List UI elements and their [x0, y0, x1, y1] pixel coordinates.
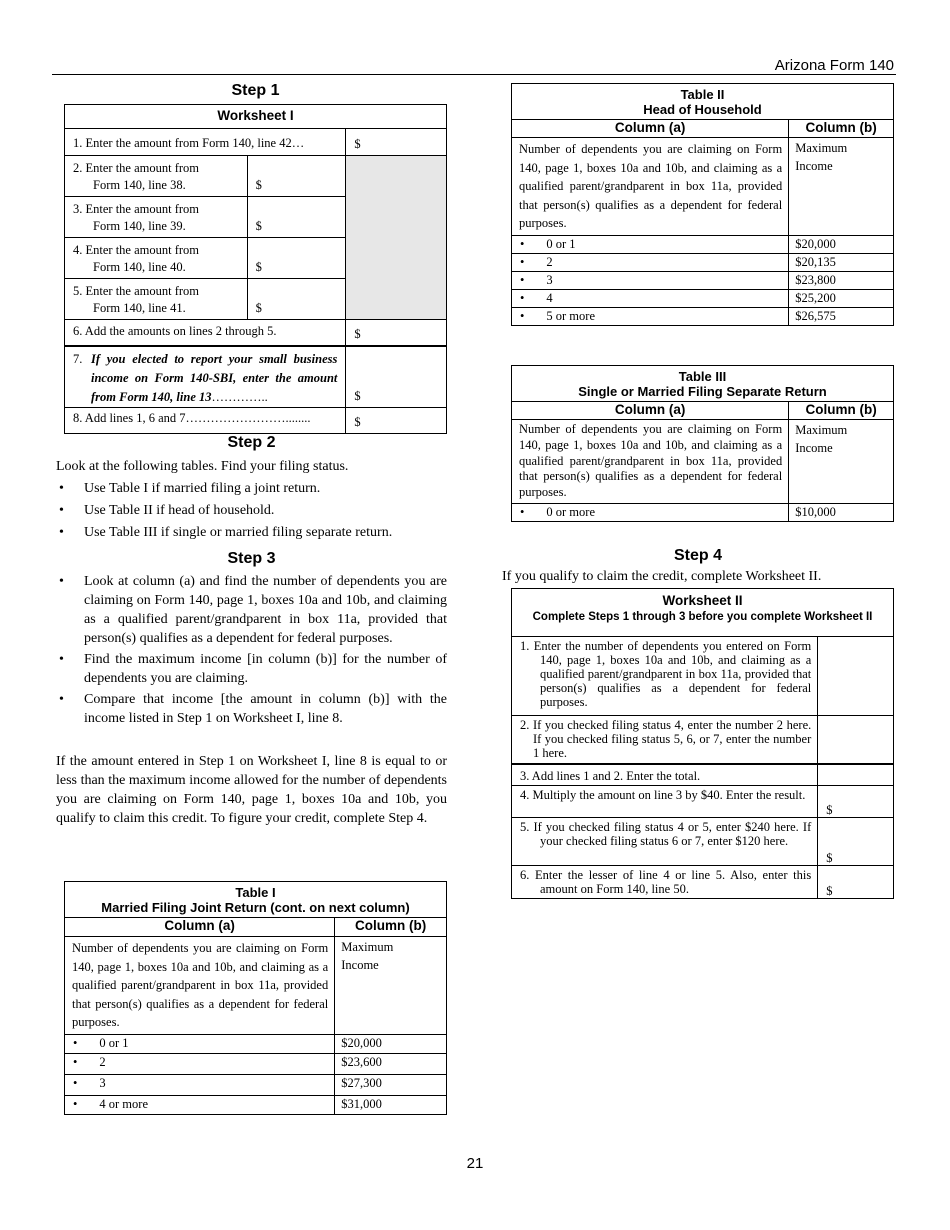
dependents-cell: • 4 or more — [65, 1095, 335, 1114]
worksheet-2-line-5 — [512, 817, 894, 865]
table-2-title: Table II — [680, 87, 725, 102]
worksheet-2-header — [512, 589, 894, 637]
income-cell: $25,200 — [789, 289, 894, 307]
ws2-line-1-amount-field[interactable] — [818, 637, 894, 716]
step3-bullet: • Look at column (a) and find the number of dependents you are claiming on Form 140, page 1, boxes 10a and 10b, and claiming as a qualified parent/grandparent in box 11a, provided that person(s) qualifies as a dependent for federal purposes. — [56, 572, 447, 648]
worksheet-2 — [511, 588, 894, 899]
worksheet-2-line-1 — [512, 637, 894, 716]
dependents-cell: • 2 — [65, 1053, 335, 1074]
step4-intro: If you qualify to claim the credit, complete Worksheet II. — [502, 569, 822, 584]
header-rule — [52, 74, 896, 75]
worksheet-2-subtitle: Complete Steps 1 through 3 before you complete Worksheet II — [532, 611, 873, 623]
ws2-line-2-amount-field[interactable] — [818, 716, 894, 764]
table-1-title-cell — [65, 882, 447, 918]
dollar-sign: $ — [255, 260, 262, 274]
table-3-subtitle: Single or Married Filing Separate Return — [578, 384, 827, 399]
dependents-cell: • 2 — [512, 253, 789, 271]
step2-bullet: • Use Table I if married filing a joint return. — [56, 479, 447, 498]
step3-heading: Step 3 — [227, 550, 276, 567]
worksheet-1-line-7 — [65, 346, 447, 408]
line-4-label: 4. Enter the amount from Form 140, line 40. — [65, 238, 248, 279]
column-b-description: Maximum Income — [789, 138, 894, 236]
column-a-header: Column (a) — [512, 402, 789, 420]
dollar-sign: $ — [255, 219, 262, 233]
dependents-cell: • 3 — [512, 271, 789, 289]
step3-bullet: • Compare that income [the amount in column (b)] with the income listed in Step 1 on Worksheet I, line 8. — [56, 690, 447, 728]
shaded-area — [346, 156, 447, 320]
table-row — [512, 253, 894, 271]
dependents-cell: • 4 — [512, 289, 789, 307]
step3-bullet: • Find the maximum income [in column (b)] for the number of dependents you are claiming. — [56, 650, 447, 688]
line-7-label: 7. If you elected to report your small business income on Form 140-SBI, enter the amount from Form 140, line 13………….. — [65, 346, 346, 408]
dollar-sign: $ — [826, 850, 833, 865]
line-7-amount-field[interactable] — [346, 346, 447, 408]
worksheet-1-title: Worksheet I — [65, 105, 447, 129]
ws2-line-5-label: 5. If you checked filing status 4 or 5, enter $240 here. If your checked filing status 6 or 7, enter $120 here. — [512, 817, 818, 865]
table-row — [512, 271, 894, 289]
form-title: Arizona Form 140 — [774, 57, 894, 74]
worksheet-2-title: Worksheet II — [662, 593, 743, 608]
income-cell: $31,000 — [335, 1095, 447, 1114]
ws2-line-5-amount-field[interactable] — [818, 817, 894, 865]
worksheet-1-line-6 — [65, 320, 447, 347]
line-2-label: 2. Enter the amount from Form 140, line 38. — [65, 156, 248, 197]
ws2-line-4-label: 4. Multiply the amount on line 3 by $40. Enter the result. — [512, 785, 818, 817]
dependents-cell: • 0 or 1 — [65, 1034, 335, 1053]
table-row — [65, 1095, 447, 1114]
dependents-cell: • 0 or more — [512, 503, 789, 521]
ws2-line-2-label: 2. If you checked filing status 4, enter the number 2 here. If you checked filing status 5, 6, or 7, enter the number 1 here. — [512, 716, 818, 764]
ws2-line-6-amount-field[interactable] — [818, 865, 894, 898]
dollar-sign: $ — [354, 327, 361, 341]
income-cell: $26,575 — [789, 307, 894, 325]
step2-bullet: • Use Table II if head of household. — [56, 501, 447, 520]
dependents-cell: • 3 — [65, 1074, 335, 1095]
dollar-sign: $ — [826, 802, 833, 817]
step2-heading: Step 2 — [227, 434, 276, 451]
worksheet-1 — [64, 104, 447, 434]
column-a-description: Number of dependents you are claiming on Form 140, page 1, boxes 10a and 10b, and claiming as a qualified parent/grandparent in box 11a, provided that person(s) qualifies as a dependent for federal purposes. — [512, 138, 789, 236]
line-2-amount-field[interactable] — [247, 156, 346, 197]
table-1-title: Table I — [235, 885, 276, 900]
dependents-cell: • 5 or more — [512, 307, 789, 325]
column-a-description: Number of dependents you are claiming on Form 140, page 1, boxes 10a and 10b, and claiming as a qualified parent/grandparent in box 11a, provided that person(s) qualifies as a dependent for federal purposes. — [512, 420, 789, 504]
table-row — [65, 1053, 447, 1074]
ws2-line-1-label: 1. Enter the number of dependents you entered on Form 140, page 1, boxes 10a and 10b, and claiming as a qualified parent/grandparent in box 11a, provided that person(s) qualifies as a dependent for federal purposes. — [512, 637, 818, 716]
page-number: 21 — [466, 1155, 484, 1172]
table-2-subtitle: Head of Household — [643, 102, 762, 117]
column-a-header: Column (a) — [65, 918, 335, 937]
ws2-line-6-label: 6. Enter the lesser of line 4 or line 5. Also, enter this amount on Form 140, line 50. — [512, 865, 818, 898]
line-3-amount-field[interactable] — [247, 197, 346, 238]
column-b-description: Maximum Income — [335, 937, 447, 1035]
dollar-sign: $ — [354, 389, 361, 403]
worksheet-2-line-6 — [512, 865, 894, 898]
table-row — [512, 503, 894, 521]
worksheet-2-line-2 — [512, 716, 894, 764]
worksheet-1-line-2 — [65, 156, 447, 197]
table-1 — [64, 881, 447, 1115]
line-4-amount-field[interactable] — [247, 238, 346, 279]
dollar-sign: $ — [255, 301, 262, 315]
dollar-sign: $ — [354, 415, 361, 429]
income-cell: $10,000 — [789, 503, 894, 521]
line-8-amount-field[interactable] — [346, 408, 447, 434]
step4-heading: Step 4 — [673, 547, 722, 564]
step3-bullet-list — [56, 572, 447, 728]
table-2-title-cell — [512, 84, 894, 120]
line-6-label: 6. Add the amounts on lines 2 through 5. — [65, 320, 346, 347]
dollar-sign: $ — [826, 883, 833, 898]
ws2-line-3-label: 3. Add lines 1 and 2. Enter the total. — [512, 764, 818, 786]
line-5-label: 5. Enter the amount from Form 140, line 41. — [65, 279, 248, 320]
column-a-header: Column (a) — [512, 120, 789, 138]
column-a-description: Number of dependents you are claiming on Form 140, page 1, boxes 10a and 10b, and claiming as a qualified parent/grandparent in box 11a, provided that person(s) qualifies as a dependent for federal purposes. — [65, 937, 335, 1035]
column-b-description: Maximum Income — [789, 420, 894, 504]
table-row — [512, 235, 894, 253]
worksheet-1-line-8 — [65, 408, 447, 434]
step3-paragraph: If the amount entered in Step 1 on Worksheet I, line 8 is equal to or less than the maximum income allowed for the number of dependents you are claiming on Form 140, page 1, boxes 10a and 10b, you qualify to claim this credit. To figure your credit, complete Step 4. — [56, 754, 447, 826]
column-b-header: Column (b) — [335, 918, 447, 937]
column-b-header: Column (b) — [789, 402, 894, 420]
income-cell: $20,000 — [335, 1034, 447, 1053]
worksheet-2-line-4 — [512, 785, 894, 817]
table-1-subtitle: Married Filing Joint Return (cont. on next column) — [101, 900, 410, 915]
worksheet-2-line-3 — [512, 764, 894, 786]
dependents-cell: • 0 or 1 — [512, 235, 789, 253]
income-cell: $20,135 — [789, 253, 894, 271]
step2-bullet: • Use Table III if single or married filing separate return. — [56, 523, 447, 542]
line-1-amount-field[interactable] — [346, 129, 447, 156]
column-b-header: Column (b) — [789, 120, 894, 138]
table-row — [512, 307, 894, 325]
table-row — [512, 289, 894, 307]
income-cell: $20,000 — [789, 235, 894, 253]
income-cell: $27,300 — [335, 1074, 447, 1095]
line-3-label: 3. Enter the amount from Form 140, line 39. — [65, 197, 248, 238]
income-cell: $23,600 — [335, 1053, 447, 1074]
dollar-sign: $ — [255, 178, 262, 192]
step2-intro: Look at the following tables. Find your filing status. — [56, 459, 349, 474]
step2-bullet-list — [56, 479, 447, 542]
worksheet-1-line-1 — [65, 129, 447, 156]
table-3-title-cell — [512, 366, 894, 402]
step1-heading: Step 1 — [231, 82, 280, 99]
income-cell: $23,800 — [789, 271, 894, 289]
line-6-amount-field[interactable] — [346, 320, 447, 347]
line-5-amount-field[interactable] — [247, 279, 346, 320]
ws2-line-3-amount-field[interactable] — [818, 764, 894, 786]
line-1-label: 1. Enter the amount from Form 140, line 42… — [65, 129, 346, 156]
line-8-label: 8. Add lines 1, 6 and 7……………………........ — [65, 408, 346, 434]
table-3-title: Table III — [678, 369, 727, 384]
table-3 — [511, 365, 894, 522]
ws2-line-4-amount-field[interactable] — [818, 785, 894, 817]
table-row — [65, 1034, 447, 1053]
table-row — [65, 1074, 447, 1095]
table-2 — [511, 83, 894, 326]
dollar-sign: $ — [354, 137, 361, 151]
